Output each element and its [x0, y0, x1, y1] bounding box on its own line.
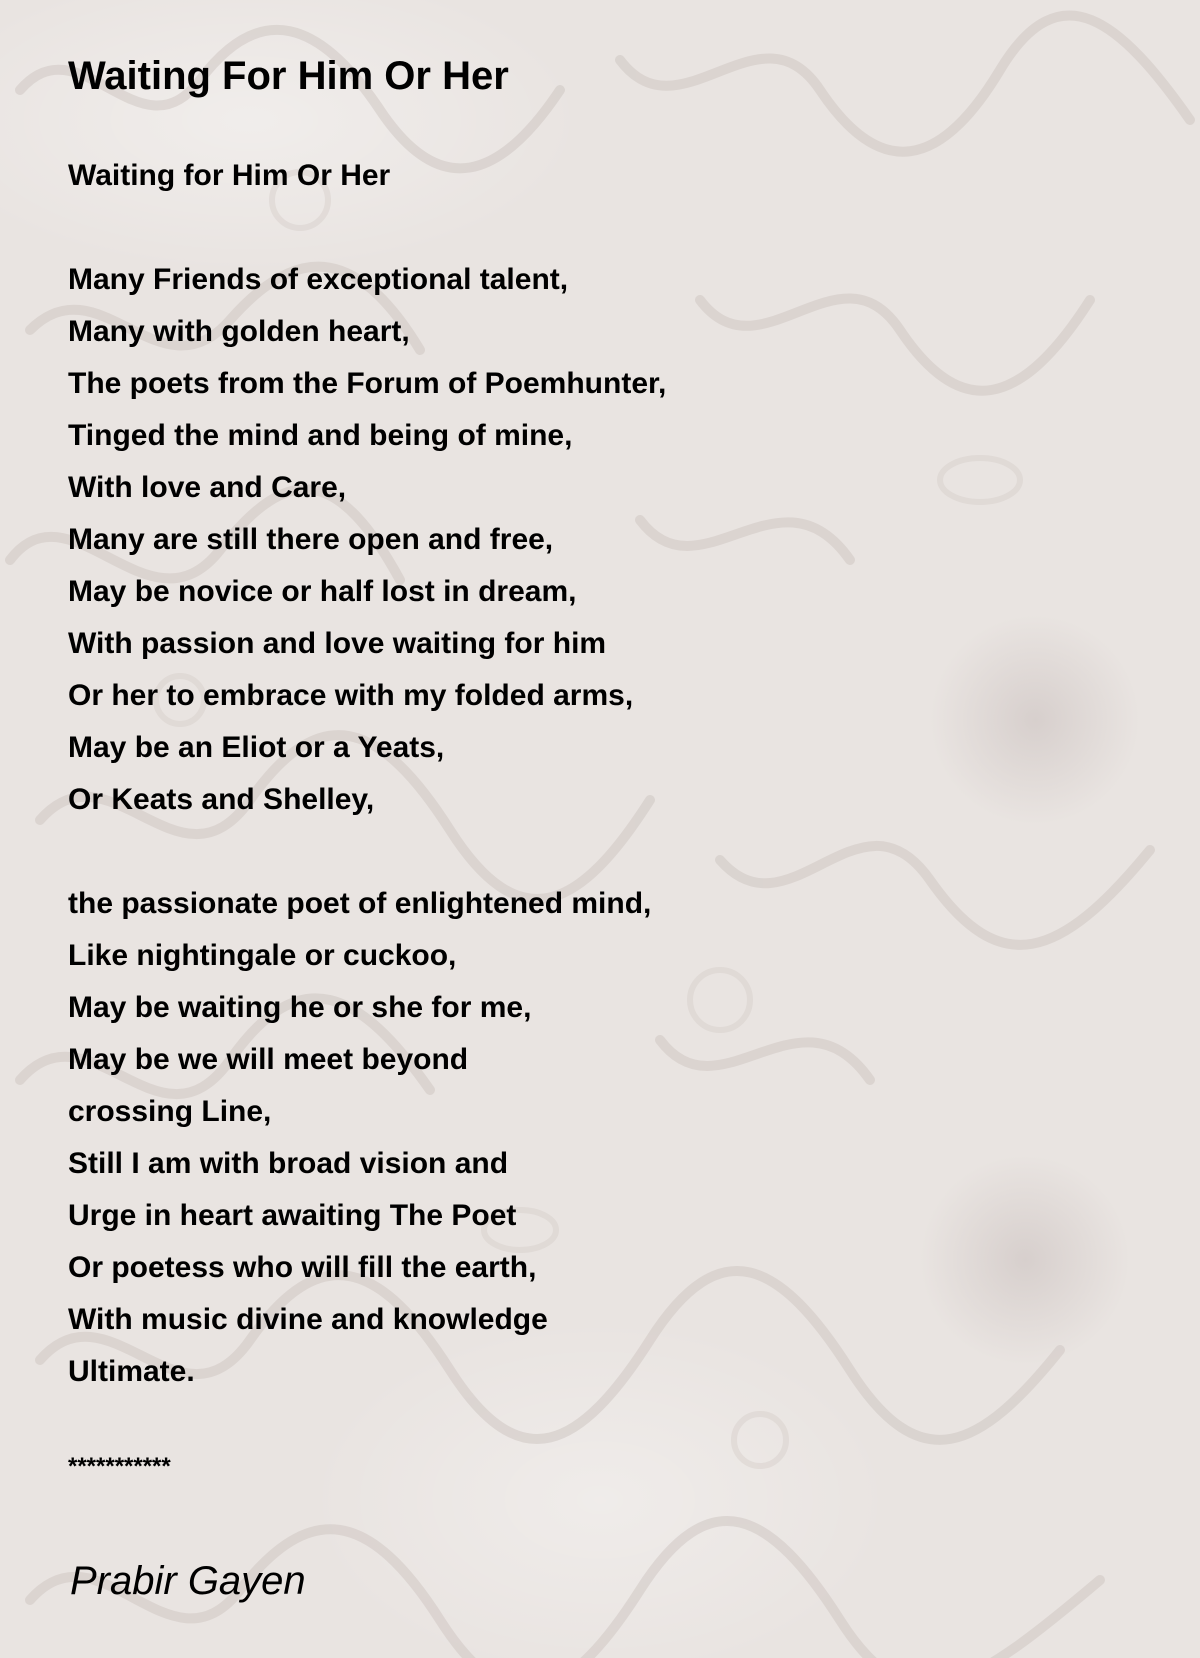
poem-title: Waiting For Him Or Her: [68, 54, 509, 98]
poem-line: May be we will meet beyond: [68, 1043, 469, 1076]
poem-line: Many are still there open and free,: [68, 523, 554, 556]
poem-line: Still I am with broad vision and: [68, 1147, 509, 1180]
poem-line: Like nightingale or cuckoo,: [68, 939, 457, 972]
poem-line: May be an Eliot or a Yeats,: [68, 731, 445, 764]
poem-line: [68, 826, 666, 878]
poem-body: [68, 150, 666, 1398]
poem-line: May be waiting he or she for me,: [68, 991, 532, 1024]
poem-author: Prabir Gayen: [70, 1559, 306, 1603]
poem-line: Many Friends of exceptional talent,: [68, 263, 569, 296]
poem-line: With music divine and knowledge: [68, 1303, 548, 1336]
poem-line: Tinged the mind and being of mine,: [68, 419, 573, 452]
poem-line: Or her to embrace with my folded arms,: [68, 679, 634, 712]
poem-line: Urge in heart awaiting The Poet: [68, 1199, 517, 1232]
poem-line: Ultimate.: [68, 1355, 195, 1388]
poem-separator: ***********: [68, 1453, 171, 1480]
poem-line: [68, 202, 666, 254]
poem-line: the passionate poet of enlightened mind,: [68, 887, 652, 920]
poem-line: crossing Line,: [68, 1095, 272, 1128]
poem-line: Or Keats and Shelley,: [68, 783, 375, 816]
poem-line: Waiting for Him Or Her: [68, 159, 391, 192]
poem-line: With love and Care,: [68, 471, 347, 504]
poem-line: The poets from the Forum of Poemhunter,: [68, 367, 667, 400]
poem-line: May be novice or half lost in dream,: [68, 575, 577, 608]
poem-line: Or poetess who will fill the earth,: [68, 1251, 537, 1284]
poem-line: Many with golden heart,: [68, 315, 410, 348]
poem-line: With passion and love waiting for him: [68, 627, 607, 660]
